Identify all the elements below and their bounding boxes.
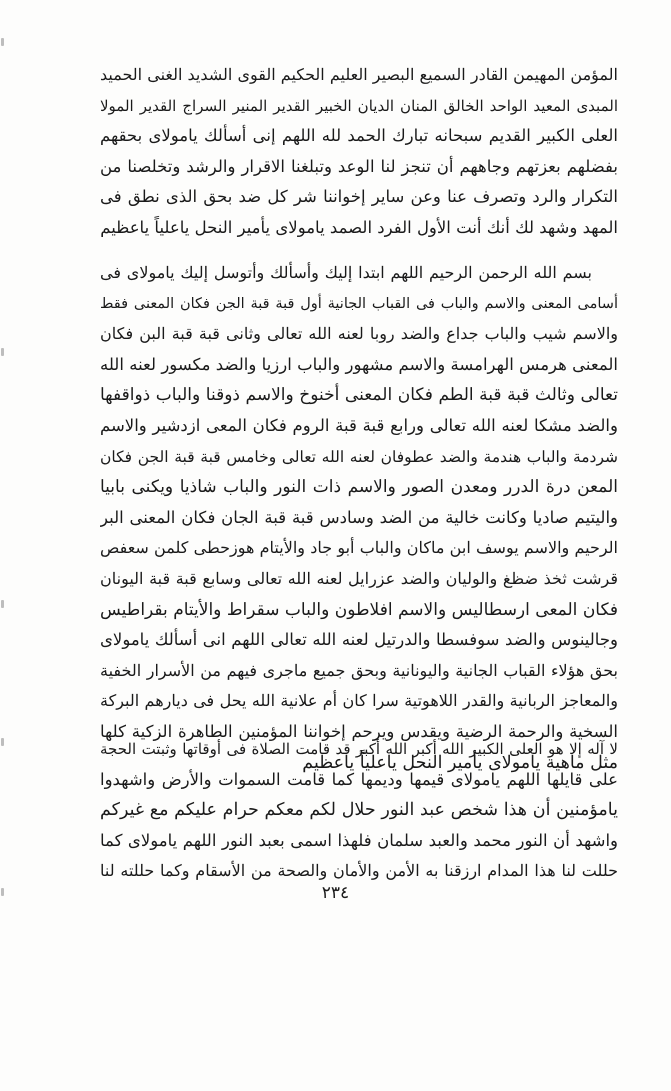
text-line: شردمة والباب هندمة والضد عطوفان لعنه الله تعالى وخامس قبة قبة الجن فكان: [100, 447, 618, 466]
text-line: لا آله إلا هو العلى الكبير الله أكبر الله أكبر قد قامت الصلاة فى أوقاتها وثبتت الحجة: [100, 740, 618, 758]
text-line: التكرار والرد وتصرف عنا وعن ساير إخواننا شر كل ضد بحق الذى نطق فى: [100, 187, 618, 207]
text-line: بحق هؤلاء القباب الجانية واليونانية وبحق جميع ماجرى فيهم من الأسرار الخفية: [100, 660, 618, 680]
text-line: المعنى هرمس الهرامسة والاسم مشهور والباب ارزيا والضد مكسور لعنه الله: [100, 354, 618, 374]
text-line: على قايلها اللهم يامولاى قيمها وديمها كما قامت السموات والأرض واشهدوا: [100, 769, 618, 789]
text-line: المبدى المعيد الواحد الخالق المنان الديان الخبير القدير المنير السراج القدير المولا: [100, 96, 618, 115]
text-line: والمعاجز الربانية والقدر اللاهوتية سرا كان أم علانية الله يحل فى ديارهم البركة: [100, 691, 618, 711]
margin-mark: [1, 600, 4, 608]
margin-mark: [1, 348, 4, 356]
text-line: حللت لنا هذا المدام ارزقنا به الأمن والأمان والصحة من الأسقام وكما حللته لنا: [100, 861, 618, 881]
text-line: يامؤمنين أن هذا شخص عبد النور حلال لكم معكم حرام عليكم مع غيركم: [100, 800, 618, 821]
text-line: تعالى وثالث قبة قبة الطم فكان المعنى أخنوخ والاسم ذوقنا والباب ذواقفها: [100, 385, 618, 406]
text-line: بسم الله الرحمن الرحيم اللهم ابتدا إليك وأسألك وأتوسل إليك يامولاى فى: [100, 263, 592, 282]
text-line: والضد مشكا لعنه الله تعالى ورابع قبة قبة الروم فكان المعى ازدشير والاسم: [100, 415, 618, 435]
text-line: قرشت ثخذ ضظغ والوليان والضد عزرايل لعنه الله تعالى وسابع قبة قبة اليونان: [100, 568, 618, 588]
text-line: السخية والرحمة الرضية ويقدس ويرحم إخواننا المؤمنين الطاهرة الزكية كلها: [100, 721, 618, 741]
paragraph-2: [100, 258, 618, 778]
text-line: والاسم شيب والباب جداع والضد روبا لعنه الله تعالى وثانى قبة قبة البن فكان: [100, 324, 618, 344]
text-line: واليتيم صاديا وكانت خالية من الضد وسادس قبة قبة الجان فكان المعنى البر: [100, 507, 618, 527]
text-line: واشهد أن النور محمد والعبد سلمان فلهذا اسمى بعبد النور اللهم يامولاى كما: [100, 830, 618, 850]
text-line: المهد وشهد لك أنك أنت الأول الفرد الصمد يامولاى يأمير النحل ياعلياً ياعظيم: [100, 217, 618, 237]
text-line: المؤمن المهيمن القادر السميع البصير العليم الحكيم القوى الشديد الغنى الحميد: [100, 65, 618, 84]
paragraph-1: [100, 60, 618, 244]
text-line: بفضلهم بعزتهم وجاههم أن تنجز لنا الوعد وتبلغنا الاقرار والرشد وتخلصنا من: [100, 156, 618, 176]
text-line: الرحيم والاسم يوسف ابن ماكان والباب أبو جاد والأيتام هوزحطى كلمن سعفص: [100, 538, 618, 558]
text-line: وجالينوس والضد سوفسطا والدرتيل لعنه الله تعالى اللهم انى أسألك يامولاى: [100, 630, 618, 650]
margin-mark: [1, 738, 4, 746]
margin-mark: [1, 38, 4, 46]
text-line: مثل ماهية يامولاى يأمير النحل ياعلياً ياعظيم: [302, 752, 618, 773]
text-line: العلى الكبير القديم سبحانه تبارك الحمد لله اللهم إنى أسألك يامولاى بحقهم: [100, 126, 618, 146]
paragraph-3: [100, 734, 618, 887]
page-number: ٢٣٤: [321, 883, 350, 903]
text-line: المعن درة الدرر ومعدن الصور والاسم ذات النور والباب شاذيا ويكنى بابيا: [100, 477, 618, 498]
text-line: فكان المعى ارسطاليس والاسم افلاطون والباب سقراط والأيتام بقراطيس: [100, 599, 618, 620]
text-line: أسامى المعنى والاسم والباب فى القباب الجانية أول قبة قبة الجن فكان المعنى فقط: [100, 295, 618, 312]
